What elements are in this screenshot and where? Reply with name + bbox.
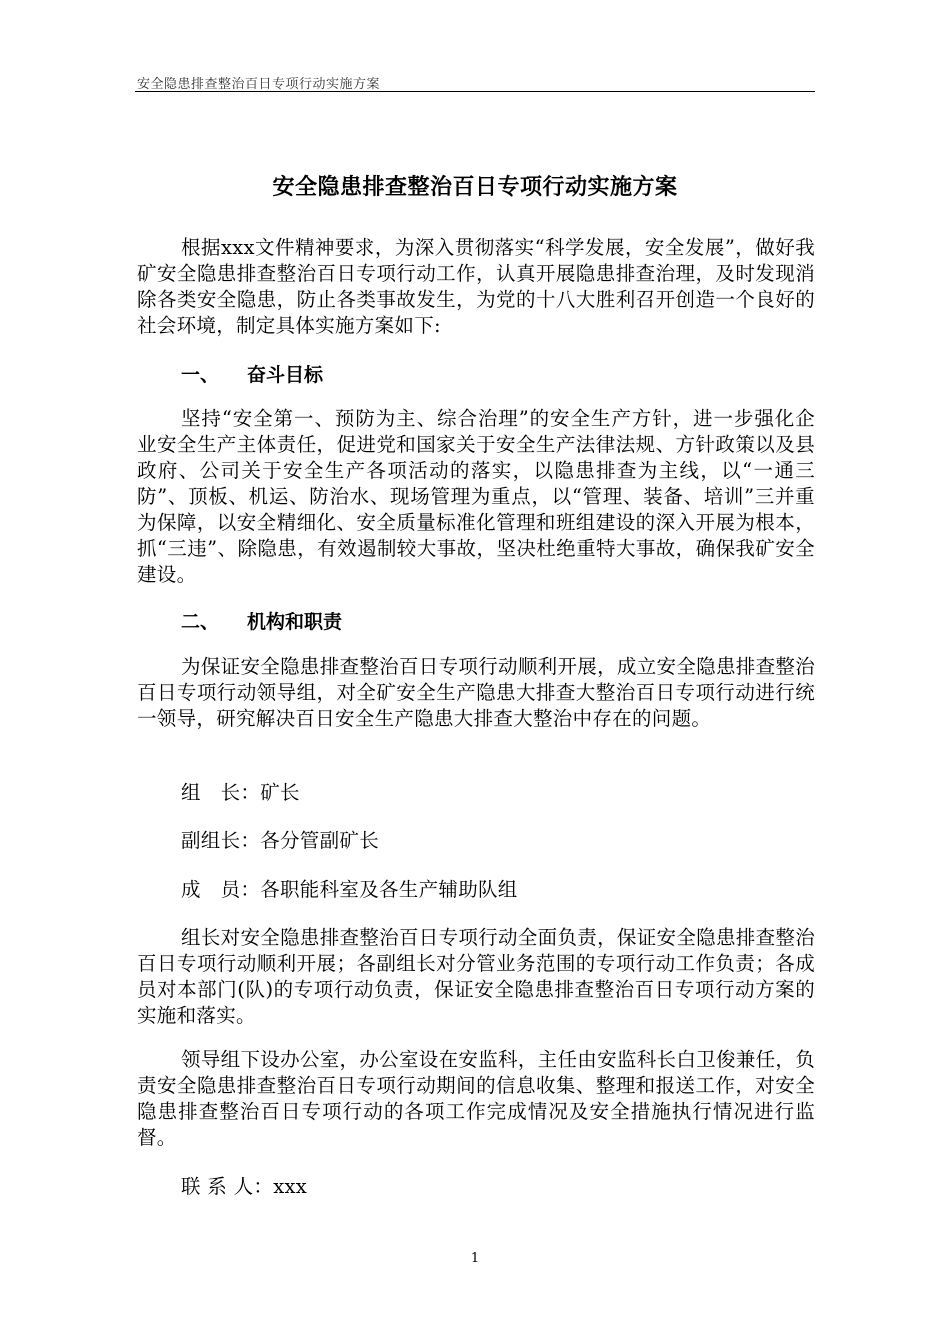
- office-paragraph: 领导组下设办公室，办公室设在安监科，主任由安监科长白卫俊兼任，负责安全隐患排查整治百日专项行动期间的信息收集、整理和报送工作，对安全隐患排查整治百日专项行动的各项工作完成情况及安全措施执行情况进行监督。: [137, 1048, 815, 1149]
- section-2-title: 机构和职责: [247, 611, 343, 633]
- section-1-number: 一、: [181, 364, 220, 386]
- page-number: 1: [470, 1251, 480, 1266]
- section-2-number: 二、: [181, 611, 220, 633]
- intro-paragraph: 根据xxx文件精神要求，为深入贯彻落实“科学发展，安全发展”，做好我矿安全隐患排查整治百日专项行动工作，认真开展隐患排查治理，及时发现消除各类安全隐患，防止各类事故发生，为党的十八大胜利召开创造一个良好的社会环境，制定具体实施方案如下:: [137, 236, 815, 337]
- section-1-heading: [181, 360, 323, 387]
- running-header: 安全隐患排查整治百日专项行动实施方案: [137, 77, 381, 92]
- members-line: 成 员：各职能科室及各生产辅助队组: [181, 878, 518, 901]
- section-1-title: 奋斗目标: [247, 364, 324, 386]
- duties-paragraph: 组长对安全隐患排查整治百日专项行动全面负责，保证安全隐患排查整治百日专项行动顺利开展；各副组长对分管业务范围的专项行动工作负责；各成员对本部门(队)的专项行动负责，保证安全隐患排查整治百日专项行动方案的实施和落实。: [137, 926, 815, 1027]
- document-title: 安全隐患排查整治百日专项行动实施方案: [272, 175, 678, 200]
- section-2-body: 为保证安全隐患排查整治百日专项行动顺利开展，成立安全隐患排查整治百日专项行动领导组，对全矿安全生产隐患大排查大整治百日专项行动进行统一领导，研究解决百日安全生产隐患大排查大整治中存在的问题。: [137, 655, 815, 730]
- leader-line: 组 长：矿长: [181, 781, 300, 804]
- deputy-line: 副组长：各分管副矿长: [181, 829, 380, 852]
- section-2-heading: [181, 607, 342, 634]
- contact-line: 联 系 人：xxx: [181, 1175, 308, 1198]
- section-1-body: 坚持“安全第一、预防为主、综合治理”的安全生产方针，进一步强化企业安全生产主体责任，促进党和国家关于安全生产法律法规、方针政策以及县政府、公司关于安全生产各项活动的落实，以隐患排查为主线，以“一通三防”、顶板、机运、防治水、现场管理为重点，以“管理、装备、培训”三并重为保障，以安全精细化、安全质量标准化管理和班组建设的深入开展为根本，抓“三违”、除隐患，有效遏制较大事故，坚决杜绝重特大事故，确保我矿安全建设。: [137, 407, 815, 586]
- header-rule: [135, 91, 815, 92]
